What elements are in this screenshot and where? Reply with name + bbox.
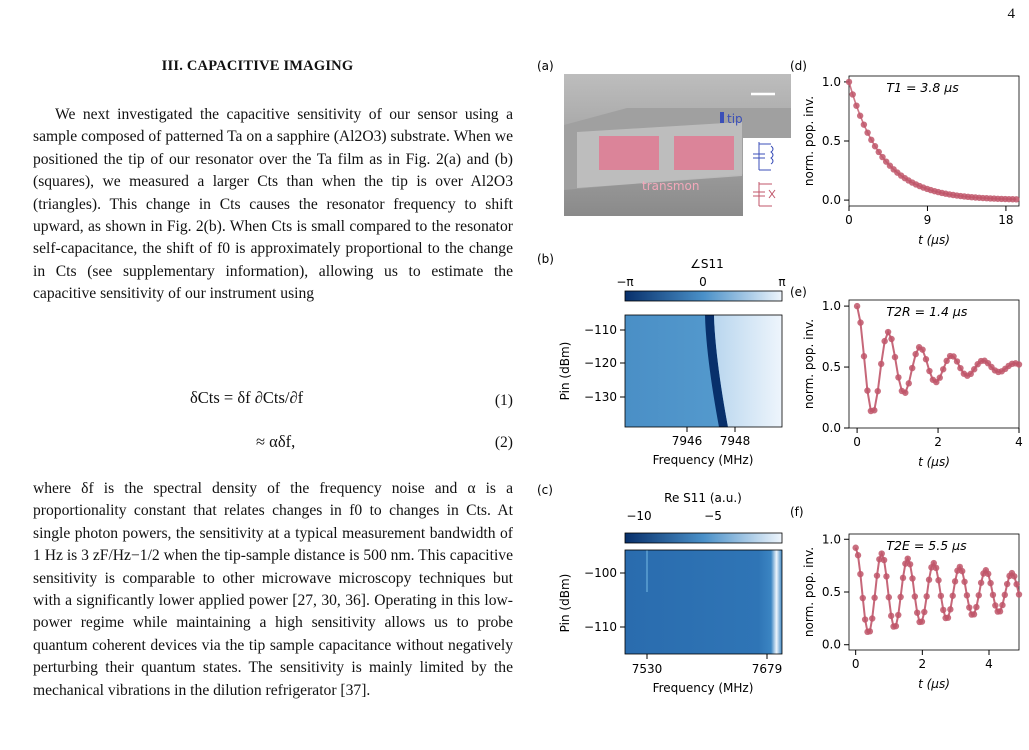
data-point: [892, 354, 898, 360]
data-point: [926, 577, 932, 583]
data-point: [893, 623, 899, 629]
data-point: [923, 593, 929, 599]
paragraph-1-text: We next investigated the capacitive sensitivity of our sensor using a sample composed of patterned Ta on a sapphire (Al2O3) substrate. When we positioned the tip of our resonator over the Ta film as in Fig. 2(a) and (b) (squares), we measured a larger Cts than when the tip is over Al2O3 (triangles). This change in Cts causes the resonator frequency to shift upward, as shown in Fig. 2(b). When Cts is small compared to the resonator self-capacitance, the shift of f0 is approximately proportional to the change in Cts (see supplementary information), allowing us to estimate the capacitive sensitivity of our instrument using: [33, 106, 513, 303]
panel-b-heatmap: [625, 315, 782, 427]
equation-2: ≈ αδf,: [256, 432, 296, 451]
data-point: [947, 606, 953, 612]
panel-b-ytick-0: −110: [584, 323, 617, 337]
panel-c-colorbar: [625, 533, 782, 543]
xtick-label: 9: [923, 213, 932, 227]
data-point: [885, 329, 891, 335]
data-point: [852, 545, 858, 551]
panel-b-xtick-1: 7948: [719, 434, 751, 448]
data-point: [905, 555, 911, 561]
xtick-label: 0: [853, 435, 861, 449]
data-point: [886, 594, 892, 600]
panel-b-ylabel: Pin (dBm): [558, 341, 572, 401]
xtick-label: 4: [985, 657, 993, 671]
xtick-label: 2: [934, 435, 942, 449]
equation-2-number: (2): [494, 434, 513, 451]
plot-xlabel: t (μs): [918, 455, 950, 469]
data-point: [1016, 361, 1022, 367]
data-point: [959, 568, 965, 574]
plot-ylabel: norm. pop. inv.: [802, 318, 816, 410]
data-point: [895, 374, 901, 380]
plot-annotation: T1 = 3.8 μs: [886, 80, 959, 95]
panel-c-cbar-tick-0: −10: [626, 509, 652, 523]
data-point: [914, 609, 920, 615]
panel-b-cbar-tick-1: 0: [699, 275, 707, 289]
data-point: [855, 552, 861, 558]
data-point: [854, 303, 860, 309]
data-point: [888, 336, 894, 342]
ytick-label: 0.5: [821, 134, 841, 148]
panel-c-xlabel: Frequency (MHz): [652, 681, 754, 695]
data-point: [971, 611, 977, 617]
data-point: [923, 356, 929, 362]
ytick-label: 1.0: [821, 532, 841, 547]
data-point: [1016, 591, 1022, 597]
data-point: [976, 592, 982, 598]
plot-xlabel: t (μs): [918, 677, 950, 691]
data-point: [861, 121, 867, 127]
data-point: [868, 137, 874, 143]
transmon-label: transmon: [642, 179, 700, 193]
plot-f: [802, 532, 1022, 691]
data-point: [881, 338, 887, 344]
data-point: [857, 113, 863, 119]
data-point: [857, 319, 863, 325]
data-point: [912, 593, 918, 599]
xtick-label: 0: [851, 657, 860, 671]
data-point: [874, 572, 880, 578]
data-point: [853, 102, 859, 108]
data-point: [1002, 592, 1008, 598]
data-point: [954, 358, 960, 364]
data-point: [987, 580, 993, 586]
panel-c-cbar-tick-1: −5: [704, 509, 722, 523]
data-point: [919, 346, 925, 352]
data-point: [881, 557, 887, 563]
data-point: [990, 592, 996, 598]
data-point: [999, 602, 1005, 608]
data-point: [1004, 581, 1010, 587]
data-point: [933, 565, 939, 571]
data-point: [952, 578, 958, 584]
ytick-label: 0.0: [821, 637, 841, 652]
fit-line: [857, 306, 1019, 411]
data-point: [900, 575, 906, 581]
xtick-label: 2: [918, 657, 927, 671]
data-point: [872, 143, 878, 149]
panel-b-ytick-2: −130: [584, 390, 617, 404]
data-point: [869, 615, 875, 621]
data-point: [871, 407, 877, 413]
data-point: [864, 387, 870, 393]
data-point: [860, 595, 866, 601]
paragraph-2: [33, 478, 513, 702]
plot-e: [802, 299, 1023, 469]
data-point: [871, 595, 877, 601]
ytick-label: 0.5: [821, 585, 841, 599]
panel-b-colorbar-title: ∠S11: [690, 257, 724, 271]
plot-ylabel: norm. pop. inv.: [802, 95, 816, 187]
data-point: [875, 388, 881, 394]
panel-d-label: (d): [790, 59, 807, 73]
data-point: [978, 580, 984, 586]
data-point: [850, 91, 856, 97]
data-point: [935, 577, 941, 583]
data-point: [857, 571, 863, 577]
plot-annotation: T2R = 1.4 μs: [886, 304, 968, 319]
data-point: [997, 608, 1003, 614]
data-point: [966, 604, 972, 610]
data-point: [919, 618, 925, 624]
data-point: [878, 361, 884, 367]
data-point: [888, 613, 894, 619]
data-point: [961, 579, 967, 585]
data-point: [921, 609, 927, 615]
data-point: [909, 575, 915, 581]
data-point: [864, 129, 870, 135]
panel-b-cbar-tick-2: π: [778, 275, 786, 289]
ytick-label: 1.0: [821, 74, 841, 89]
xtick-label: 0: [845, 213, 853, 227]
data-point: [973, 604, 979, 610]
data-point: [1013, 196, 1019, 202]
micrograph: [564, 74, 791, 216]
ytick-label: 0.0: [821, 193, 841, 208]
data-point: [940, 366, 946, 372]
plot-xlabel: t (μs): [918, 233, 950, 247]
data-point: [909, 365, 915, 371]
plot-ylabel: norm. pop. inv.: [802, 546, 816, 638]
panel-f-label: (f): [790, 505, 804, 519]
transmon-pad-right: [674, 136, 734, 170]
time-domain-plots: [802, 75, 1023, 691]
paragraph-2-text: where δf is the spectral density of the frequency noise and α is a proportionality constant that relates changes in f0 to changes in Cts. At single photon powers, the sensitivity at a typical measurement bandwidth of 1 Hz is 3 zF/Hz−1/2 when the tip-sample distance is 500 nm. This capacitive sensitivity is comparable to other microwave microscopy techniques but with a significantly lower applied power [27, 30, 36]. Operating in this low-power regime while maintaining a high sensitivity allows us to probe quantum coherent devices via the tip sample capacitance without negatively perturbing their quantum states. The sensitivity is mainly limited by the mechanical vibrations in the dilution refrigerator [37].: [33, 480, 513, 699]
ytick-label: 0.5: [821, 360, 841, 375]
panel-b-cbar-tick-0: −π: [616, 275, 634, 289]
panel-c-colorbar-title: Re S11 (a.u.): [664, 491, 742, 505]
data-point: [937, 375, 943, 381]
panel-c-ytick-0: −100: [584, 566, 617, 580]
data-point: [907, 561, 913, 567]
figure-2: [527, 50, 1023, 745]
figure-svg: [527, 50, 1023, 745]
data-point: [867, 628, 873, 634]
panel-b-label: (b): [537, 252, 554, 266]
data-point: [897, 594, 903, 600]
data-point: [879, 550, 885, 556]
data-point: [846, 79, 852, 85]
equation-1-number: (1): [494, 392, 513, 409]
data-point: [861, 353, 867, 359]
data-point: [950, 593, 956, 599]
data-point: [985, 571, 991, 577]
data-point: [1013, 581, 1019, 587]
page-number: 4: [1007, 6, 1015, 22]
tip-label: tip: [727, 112, 743, 126]
ytick-label: 1.0: [821, 299, 841, 314]
panel-c-xtick-0: 7530: [631, 662, 663, 676]
data-point: [895, 612, 901, 618]
plot-annotation: T2E = 5.5 μs: [886, 538, 967, 553]
equation-1: δCts = δf ∂Cts/∂f: [190, 388, 304, 407]
panel-b-xlabel: Frequency (MHz): [652, 453, 754, 467]
panel-c-ylabel: Pin (dBm): [558, 573, 572, 633]
data-point: [945, 615, 951, 621]
circuit-inset: [743, 138, 791, 216]
plot-d: [802, 75, 1020, 247]
panel-c-heatmap: [625, 550, 782, 654]
xtick-label: 4: [1015, 435, 1023, 449]
data-point: [992, 602, 998, 608]
data-point: [938, 593, 944, 599]
data-point: [883, 573, 889, 579]
panel-c-xtick-1: 7679: [751, 662, 783, 676]
data-point: [940, 607, 946, 613]
heatmap-c-fill: [625, 550, 782, 654]
paragraph-1: [33, 104, 513, 306]
data-point: [912, 351, 918, 357]
panel-e-label: (e): [790, 285, 807, 299]
tip-marker: [720, 112, 724, 123]
panel-b-colorbar: [625, 291, 782, 301]
transmon-pad-left: [599, 136, 659, 170]
xtick-label: 18: [998, 213, 1014, 227]
panel-a-label: (a): [537, 59, 554, 73]
data-point: [862, 616, 868, 622]
heatmap-c-weak-line: [646, 550, 648, 592]
data-point: [957, 365, 963, 371]
section-heading: III. CAPACITIVE IMAGING: [161, 58, 354, 74]
data-point: [964, 592, 970, 598]
panel-c-ytick-1: −110: [584, 620, 617, 634]
panel-b-ytick-1: −120: [584, 356, 617, 370]
plot-frame: [849, 76, 1019, 206]
data-point: [876, 149, 882, 155]
data-point: [926, 368, 932, 374]
data-point: [906, 380, 912, 386]
data-point: [1011, 573, 1017, 579]
ytick-label: 0.0: [821, 421, 841, 435]
panel-b-xtick-0: 7946: [671, 434, 703, 448]
panel-c-label: (c): [537, 483, 553, 497]
data-point: [902, 390, 908, 396]
